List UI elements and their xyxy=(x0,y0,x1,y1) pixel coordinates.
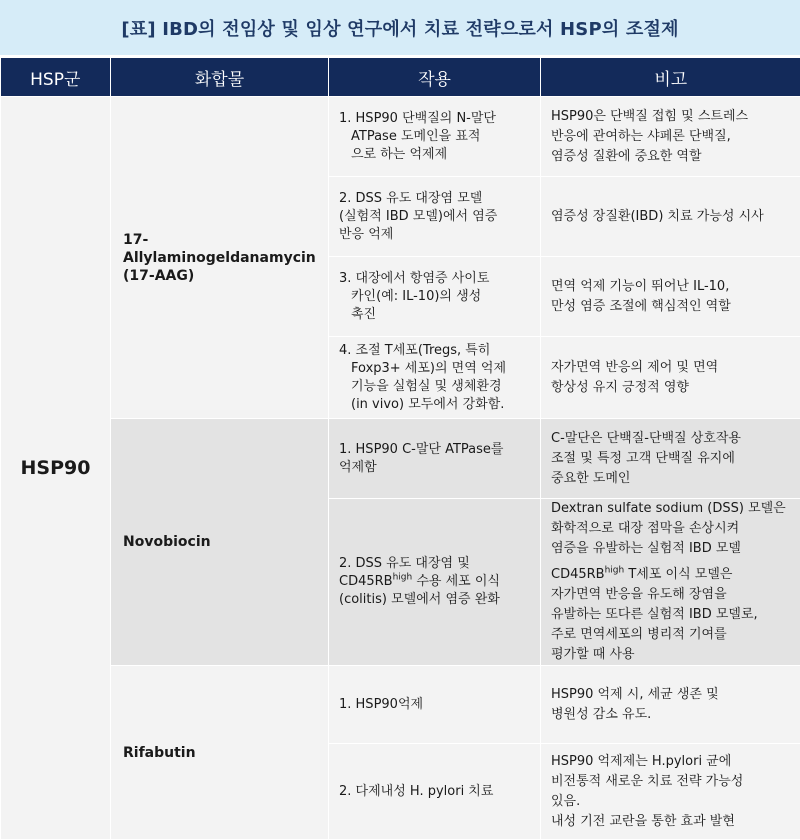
table-title: [표] IBD의 전임상 및 임상 연구에서 치료 전략으로서 HSP의 조절제 xyxy=(121,15,678,41)
action-line: 1. HSP90 단백질의 N-말단 xyxy=(339,110,530,128)
superscript: high xyxy=(605,566,625,576)
action-line: ATPase 도메인을 표적 xyxy=(339,128,530,146)
note-line: 중요한 도메인 xyxy=(551,469,794,489)
note-line: 염증성 질환에 중요한 역할 xyxy=(551,147,794,167)
header-hsp-group: HSP군 xyxy=(1,58,111,97)
note-line: HSP90은 단백질 접힘 및 스트레스 xyxy=(551,107,794,127)
action-line: 2. DSS 유도 대장염 및 xyxy=(339,555,530,573)
note-cell xyxy=(541,257,800,337)
note-cell xyxy=(541,744,800,840)
note-line: C-말단은 단백질-단백질 상호작용 xyxy=(551,429,794,449)
compound-name: 17-Allylaminogeldanamycin xyxy=(123,231,328,267)
note-line: 반응에 관여하는 샤페론 단백질, xyxy=(551,127,794,147)
note-cell xyxy=(541,666,800,744)
compound-name: Novobiocin xyxy=(123,533,328,551)
note-line: 있음. xyxy=(551,792,794,812)
header-remarks: 비고 xyxy=(541,58,800,97)
action-line: 1. HSP90억제 xyxy=(339,696,530,714)
action-line: (실험적 IBD 모델)에서 염증 xyxy=(339,208,530,226)
note-line: 비전통적 새로운 치료 전략 가능성 xyxy=(551,772,794,792)
note-line: 염증성 장질환(IBD) 치료 가능성 시사 xyxy=(551,207,794,227)
title-bar xyxy=(0,0,800,55)
note-line: 병원성 감소 유도. xyxy=(551,705,794,725)
hsp-table xyxy=(0,58,800,840)
action-cell xyxy=(329,257,541,337)
compound-novobiocin xyxy=(111,419,329,666)
note-text: CD45RB xyxy=(551,567,605,582)
compound-17aag xyxy=(111,97,329,419)
action-line: 3. 대장에서 항염증 사이토 xyxy=(339,270,530,288)
note-line: HSP90 억제 시, 세균 생존 및 xyxy=(551,685,794,705)
table-row xyxy=(1,97,800,177)
note-cell xyxy=(541,337,800,419)
note-line: 만성 염증 조절에 핵심적인 역할 xyxy=(551,297,794,317)
action-line: 기능을 실험실 및 생체환경 xyxy=(339,378,530,396)
action-line: 억제함 xyxy=(339,459,530,477)
action-line xyxy=(339,573,530,591)
action-line: 반응 억제 xyxy=(339,226,530,244)
action-cell xyxy=(329,499,541,666)
compound-name: Rifabutin xyxy=(123,744,328,762)
action-text: 수용 세포 이식 xyxy=(412,574,500,589)
action-cell xyxy=(329,666,541,744)
action-line: Foxp3+ 세포)의 면역 억제 xyxy=(339,360,530,378)
action-line: 으로 하는 억제제 xyxy=(339,146,530,164)
note-line: 염증을 유발하는 실험적 IBD 모델 xyxy=(551,539,794,559)
note-cell xyxy=(541,419,800,499)
action-line: (in vivo) 모두에서 강화함. xyxy=(339,396,530,414)
note-line: Dextran sulfate sodium (DSS) 모델은 xyxy=(551,499,794,519)
action-line: 촉진 xyxy=(339,306,530,324)
superscript: high xyxy=(393,573,413,583)
note-cell xyxy=(541,177,800,257)
header-action: 작용 xyxy=(329,58,541,97)
action-cell xyxy=(329,744,541,840)
action-line: (colitis) 모델에서 염증 완화 xyxy=(339,591,530,609)
note-line xyxy=(551,565,794,585)
note-line: 화학적으로 대장 점막을 손상시켜 xyxy=(551,519,794,539)
action-line: 1. HSP90 C-말단 ATPase를 xyxy=(339,441,530,459)
action-cell xyxy=(329,97,541,177)
action-text: CD45RB xyxy=(339,574,393,589)
note-cell xyxy=(541,97,800,177)
note-line: 평가할 때 사용 xyxy=(551,645,794,665)
note-cell xyxy=(541,499,800,666)
action-cell xyxy=(329,337,541,419)
action-line: 카인(예: IL-10)의 생성 xyxy=(339,288,530,306)
note-line: 항상성 유지 긍정적 영향 xyxy=(551,378,794,398)
compound-abbrev: (17-AAG) xyxy=(123,267,328,285)
table-row xyxy=(1,666,800,744)
header-row xyxy=(1,58,800,97)
hsp-group-cell: HSP90 xyxy=(1,97,111,840)
action-line: 2. DSS 유도 대장염 모델 xyxy=(339,190,530,208)
note-line: HSP90 억제제는 H.pylori 균에 xyxy=(551,752,794,772)
note-line: 조절 및 특정 고객 단백질 유지에 xyxy=(551,449,794,469)
action-cell xyxy=(329,419,541,499)
action-line: 2. 다제내성 H. pylori 치료 xyxy=(339,783,530,801)
table-row xyxy=(1,419,800,499)
note-line: 유발하는 또다른 실험적 IBD 모델로, xyxy=(551,605,794,625)
note-line: 자가면역 반응의 제어 및 면역 xyxy=(551,358,794,378)
note-line: 자가면역 반응을 유도해 장염을 xyxy=(551,585,794,605)
header-compound: 화합물 xyxy=(111,58,329,97)
note-text: T세포 이식 모델은 xyxy=(624,567,732,582)
action-cell xyxy=(329,177,541,257)
note-line: 내성 기전 교란을 통한 효과 발현 xyxy=(551,812,794,832)
compound-rifabutin xyxy=(111,666,329,840)
action-line: 4. 조절 T세포(Tregs, 특히 xyxy=(339,342,530,360)
note-line: 면역 억제 기능이 뛰어난 IL-10, xyxy=(551,277,794,297)
note-line: 주로 면역세포의 병리적 기여를 xyxy=(551,625,794,645)
